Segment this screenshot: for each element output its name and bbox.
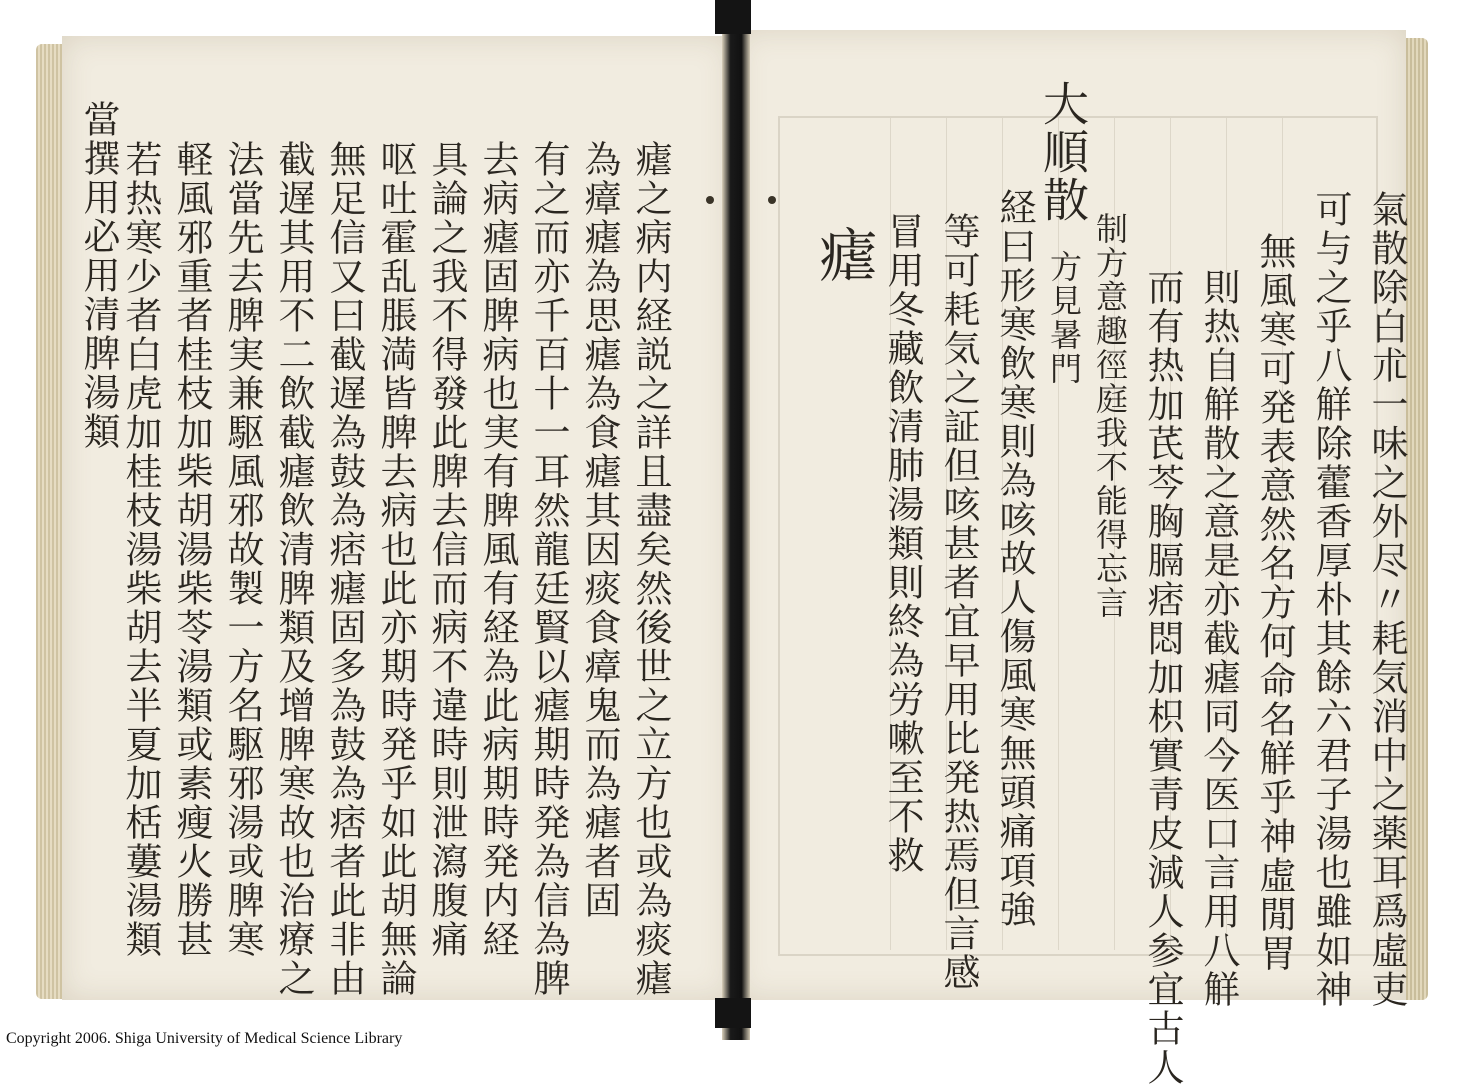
right-column-2: 可与之乎八觧除藿香厚朴其餘六君子湯也雖如神 [1309,190,1352,1009]
left-column-8: 截遅其用不二飲截瘧飲清脾類及增脾寒故也治療之 [272,140,315,998]
formula-title: 大順散 [1036,80,1090,224]
copyright-notice: Copyright 2006. Shiga University of Medical Science Library [6,1030,403,1047]
left-column-3: 有之而亦千百十一耳然龍廷賢以瘧期時発為信為脾 [527,140,570,998]
right-column-1: 氣散除白朮一味之外尽〃耗気消中之薬耳爲虛吏 [1365,190,1408,1009]
binding-hole [706,196,714,204]
left-column-6: 呕吐霍乱脹満皆脾去病也此亦期時発乎如此胡無論 [374,140,417,998]
right-column-3: 無風寒可発表意然名方何命名觧乎神虛閒胃 [1253,232,1296,973]
left-column-5: 具論之我不得發此脾去信而病不違時則泄瀉腹痛 [425,140,468,959]
left-column-4: 去病瘧固脾病也実有脾風有経為此病期時発内経 [476,140,519,959]
binding-hole [768,196,776,204]
binding-tape-bottom [715,998,751,1028]
left-column-10: 軽風邪重者桂枝加柴胡湯柴苓湯類或素瘦火勝甚 [170,140,213,959]
section-heading: 瘧 [809,225,877,285]
left-column-9: 法當先去脾実兼駆風邪故製一方名駆邪湯或脾寒 [221,140,264,959]
formula-column-2: 等可耗気之証但咳甚者宜早用比発热焉但言感 [937,212,980,992]
formula-column-1: 経曰形寒飲寒則為咳故人傷風寒無頭痛項強 [993,188,1036,929]
formula-note: 方見暑門 [1045,250,1083,386]
book-gutter [722,0,750,1040]
right-column-5: 而有热加芪芩胸膈痞悶加枳實青皮減人参宜古人 [1141,268,1184,1087]
right-column-preface: 制方意趣徑庭我不能得忘言 [1091,212,1129,620]
left-column-2: 為瘴瘧為思瘧為食瘧其因痰食瘴鬼而為瘧者固 [578,140,621,920]
binding-tape-top [715,0,751,34]
left-column-11: 若热寒少者白虎加桂枝湯柴胡去半夏加栝蔞湯類 [119,140,162,959]
left-column-1: 瘧之病内経説之詳且盡矣然後世之立方也或為痰瘧 [629,140,672,998]
rule-line [1058,118,1059,950]
left-column-7: 無足信又曰截遅為鼓為痞瘧固多為鼓為痞者此非由 [323,140,366,998]
formula-column-3: 冒用冬藏飲清肺湯類則終為労嗽至不救 [881,212,924,875]
right-column-4: 則热自觧散之意是亦截瘧同今医口言用八觧 [1197,268,1240,1009]
left-column-12: 當撰用必用清脾湯類 [77,100,120,451]
